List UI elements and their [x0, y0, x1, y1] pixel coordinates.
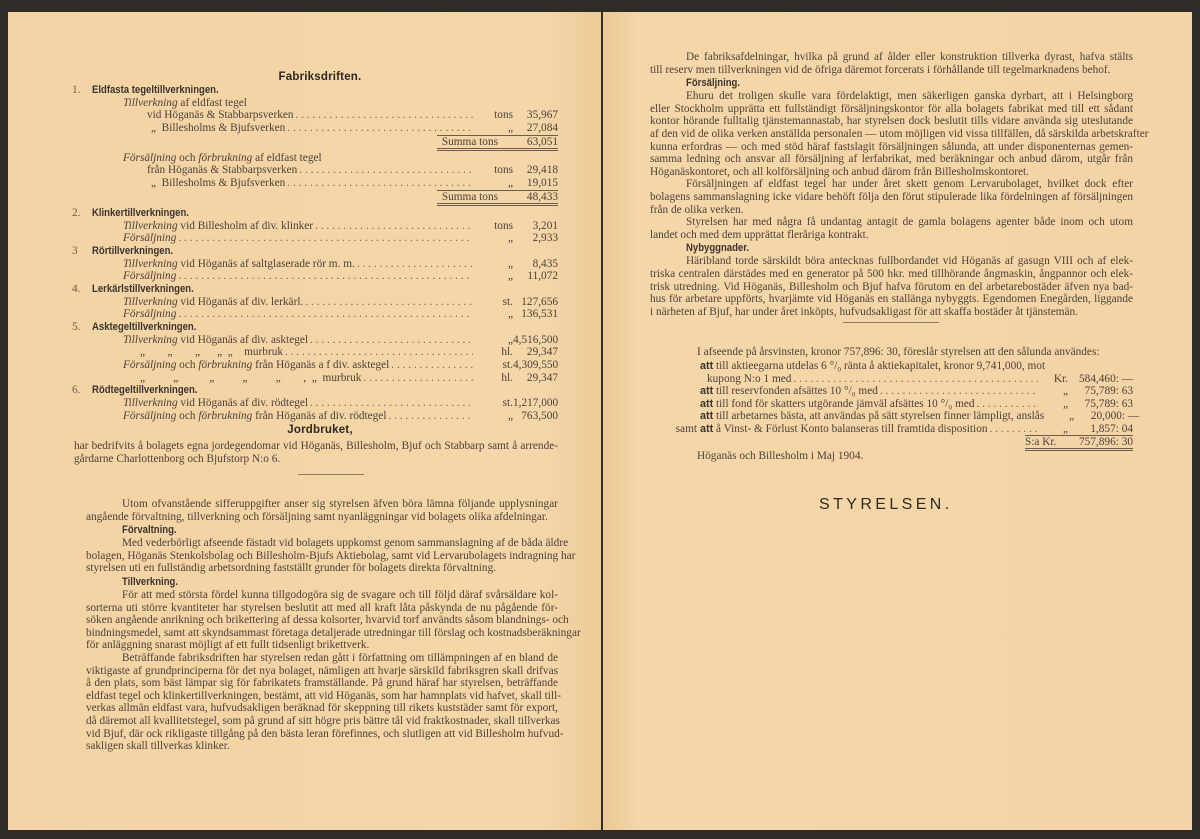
unit: „	[507, 308, 513, 321]
sum-row	[437, 190, 558, 206]
divider	[843, 322, 939, 323]
proposal-total	[670, 435, 1133, 448]
unit: „	[507, 177, 513, 190]
text-line: hus för arbetare uppförts, hvarjämte vid Höganäs en stallänga nybyggts. Egendomen Enegården, liggande	[650, 293, 1133, 306]
production-table	[72, 84, 558, 423]
text-line: i närheten af Bjuf, har under året inköpts, hufvudsakligast för att skaffa bostäder åt tjänstemän.	[650, 305, 1078, 318]
jordbruket-text	[74, 440, 558, 465]
section-heading	[72, 245, 558, 258]
leader-dots	[878, 385, 1038, 398]
table-row	[72, 122, 558, 135]
leader-dots	[791, 373, 1038, 386]
leader-dots	[975, 398, 1038, 411]
row-label	[123, 397, 308, 410]
proposal-text: kupong N:o 1 med	[707, 372, 792, 385]
label-segment: förbrukning	[198, 359, 253, 372]
unit: st.	[502, 295, 513, 308]
subsection-heading-label: Tillverkning.	[122, 575, 178, 588]
sum-label: Summa tons	[441, 190, 498, 203]
table-row	[72, 152, 558, 165]
text-line: har bedrifvits å bolagets egna jordegendomar vid Höganäs, Billesholm, Bjuf och Stabbarp samt å arrende-	[74, 440, 558, 452]
label-segment: af eldfast tegel	[252, 151, 322, 164]
text-line: af den vid de olika verken anställda personalen — utom möjligen vid vissa tillfällen, då särskilda arbetskrafter	[650, 127, 1149, 140]
value: 2,933	[532, 232, 558, 245]
table-row	[72, 359, 558, 372]
label-segment: Tillverkning	[123, 397, 178, 410]
label-segment: Tillverkning	[123, 219, 178, 232]
row-label	[147, 164, 297, 177]
row-label	[151, 122, 285, 135]
subsection-heading	[86, 575, 558, 589]
unit: „	[507, 257, 513, 270]
sum-value: 63,051	[526, 135, 558, 148]
proposal-row	[670, 423, 1133, 436]
text-line: För att med största fördel kunna tillgodogöra sig de svagare och till följd däraf svårsäldare kol-	[122, 588, 558, 601]
signature-styrelsen: STYRELSEN.	[819, 496, 953, 513]
subsection-heading-label: Nybyggnader.	[686, 242, 750, 255]
subsection-heading	[650, 241, 1133, 255]
text-line: landet och med dem upprättat fleråriga kontrakt.	[650, 228, 869, 241]
text-line: å den plats, som bäst lämpar sig för fabrikatets framställande. På grund häraf har styrelsen, beträffande	[86, 677, 558, 690]
row-label	[123, 152, 322, 165]
text-line: styrelsen uti en fullständig arbetsordning fastställt grunder för bolagets direkta förvaltning.	[86, 562, 497, 575]
unit: „	[507, 409, 513, 422]
proposal-text: till reservfonden afsättes 10 °/₀ med	[713, 385, 878, 397]
label-segment: och	[176, 409, 199, 422]
leader-dots	[285, 177, 473, 190]
section-number: 6.	[72, 384, 81, 397]
text-line: Ehuru det troligen skulle vara fördelaktigt, men säkerligen ganska dyrbart, att i Helsingborg	[686, 90, 1133, 103]
value: 29,347	[526, 346, 558, 359]
section-heading-label: Klinkertillverkningen.	[92, 206, 189, 219]
leader-dots	[294, 109, 473, 122]
text-line: söken angående anrikning och brikettering af dessa kolsorter, hvarvid torf användts såsom blandnings- och	[86, 614, 569, 627]
value: 1,217,000	[513, 397, 559, 410]
unit: „	[507, 232, 513, 245]
unit: „	[1069, 410, 1075, 422]
text-line: Styrelsen har med några få undantag antagit de gamla bolagens agenter både inom och utom	[686, 216, 1133, 229]
text-line: vid Bjuf, där ock rikligaste tillgång på den bästa leran förefinnes, och slutligen att vid Billesholm hufvud-	[86, 727, 564, 740]
leader-dots	[389, 359, 473, 372]
leader-dots	[297, 164, 473, 177]
label-segment: från Höganäs a f div. asktegel	[252, 359, 390, 372]
label-segment: „ „ „ „ „ , „ murbruk	[123, 371, 362, 384]
label-segment: Tillverkning	[123, 333, 178, 346]
value: 136,531	[521, 308, 558, 321]
row-label	[123, 220, 313, 233]
table-row	[72, 346, 558, 359]
label-segment: Försäljning	[123, 308, 177, 321]
text-line: samma ledning och ansvar all försäljning af lerfabrikat, med beräkningar och anbud därom, utgår från	[650, 153, 1133, 166]
table-row	[72, 410, 558, 423]
sum-value: 48,433	[526, 190, 558, 203]
table-row	[72, 308, 558, 321]
leader-dots	[283, 346, 473, 359]
sum-label: Summa tons	[441, 135, 498, 148]
leader-dots	[313, 220, 473, 233]
label-segment: af eldfast tegel	[177, 96, 247, 109]
text-line: trisk utredning. Vid Höganäs, Billesholm och Bjuf hafva förutom en del arbetarebostäder äfven nya bad-	[650, 280, 1133, 293]
value: 11,072	[527, 270, 558, 283]
label-segment: Försäljning	[123, 409, 177, 422]
table-row	[72, 372, 558, 385]
label-segment: och	[176, 151, 199, 164]
label-segment: Tillverkning	[123, 257, 178, 270]
unit: hl.	[501, 346, 513, 359]
value: 35,967	[526, 109, 558, 122]
section-heading-label: Lerkärlstillverkningen.	[92, 282, 194, 295]
section-heading	[72, 321, 558, 334]
value: 1,857: 04	[1090, 422, 1133, 435]
unit: tons	[494, 109, 513, 122]
unit: „	[1062, 422, 1068, 435]
profit-proposal	[670, 346, 1140, 462]
unit: „	[507, 122, 513, 135]
proposal-row	[670, 373, 1133, 386]
table-row	[72, 164, 558, 177]
sum-row	[437, 135, 558, 151]
leader-dots	[176, 308, 473, 321]
value: 8,435	[532, 257, 558, 270]
table-row	[72, 97, 558, 110]
value: 3,201	[532, 219, 558, 232]
row-label	[123, 359, 389, 372]
section-heading	[72, 384, 558, 397]
table-row	[72, 258, 558, 271]
left-body-text	[86, 498, 581, 753]
table-row	[72, 109, 558, 122]
section-number: 2.	[72, 206, 81, 219]
total-label: S:a Kr.	[1025, 436, 1057, 448]
proposal-intro: I afseende på årsvinsten, kronor 757,896: 30, föreslår styrelsen att den sålunda användes:	[697, 346, 1100, 358]
proposal-row	[670, 398, 1133, 411]
value: 4,309,550	[513, 359, 559, 372]
text-line: verkas allmän eldfast vara, hufvudsakligen beräknad för skeppning till rikets kuststäder samt för export,	[86, 702, 558, 715]
text-line: eldfast tegel och klinkertillverkningen, bestämt, att vid Höganäs, som har hamnplats vid hafvet, skall till-	[86, 689, 561, 702]
subsection-heading-label: Försäljning.	[686, 77, 741, 90]
unit: „	[507, 333, 513, 346]
value: 29,418	[526, 164, 558, 177]
text-line: Försäljningen af eldfast tegel har under året skett genom Lervarubolaget, hvilket dock efter	[686, 178, 1133, 191]
text-line: sakligen skall tillverkas klinker.	[86, 740, 230, 753]
proposal-att: att	[700, 385, 714, 397]
value: 75,789: 63	[1084, 397, 1133, 410]
label-segment: vid Höganäs af div. lerkärl.	[177, 295, 304, 308]
text-line: då däremot all kvallitetstegel, som på grund af sitt högre pris bättre tål vid fraktkostnader, skall tillverkas	[86, 714, 560, 727]
label-segment: från Höganäs & Stabbarpsverken	[147, 164, 298, 177]
section-heading	[72, 283, 558, 296]
unit: „	[507, 270, 513, 283]
label-segment: vid Höganäs af div. asktegel	[177, 333, 309, 346]
unit: st.	[502, 397, 513, 410]
value: 27,084	[526, 122, 558, 135]
label-segment: „ Billesholms & Bjufsverken	[151, 177, 286, 190]
text-line: kontor hörande fulltalig tjänstemannastab, har styrelsen dock beslutit tills vidare använda sig uteslutande	[650, 115, 1133, 128]
unit: „	[1062, 385, 1068, 397]
leader-dots	[308, 334, 473, 347]
label-segment: Tillverkning	[123, 295, 178, 308]
unit: st.	[502, 359, 513, 372]
table-row	[72, 220, 558, 233]
section-heading-label: Rörtillverkningen.	[92, 244, 174, 257]
value: 29,347	[526, 371, 558, 384]
row-label	[123, 372, 361, 385]
proposal-prefix: samt	[675, 422, 697, 435]
section-number: 4.	[72, 282, 81, 295]
unit: Kr.	[1053, 372, 1068, 385]
proposal-row	[670, 385, 1133, 398]
label-segment: „ Billesholms & Bjufsverken	[151, 122, 286, 135]
text-line: angående förvaltning, tillverkning och försäljning samt nyanläggningar vid bolagets olika afdelningar.	[86, 510, 548, 523]
leader-dots	[303, 296, 473, 309]
text-line: viktigaste af grundprinciperna för det nya bolaget, nämligen att hvarje särskild fabriksgren skall drifvas	[86, 664, 558, 677]
leader-dots	[176, 270, 473, 283]
text-line: bindningsmedel, samt att skyndsammast företaga detaljerade utredningar till förslag och kostnadsberäkningar	[86, 626, 581, 639]
leader-dots	[285, 122, 473, 135]
unit: tons	[494, 219, 513, 232]
row-label	[123, 258, 355, 271]
text-line: Höganäskontoret, och all kolförsäljning och anbud därom från Billesholmskontoret.	[650, 165, 1029, 178]
value: 127,656	[521, 295, 558, 308]
proposal-row	[670, 410, 1140, 423]
total-value: 757,896: 30	[1079, 436, 1133, 448]
value: 20,000: —	[1090, 410, 1140, 422]
row-label	[123, 232, 176, 245]
label-segment: Försäljning	[123, 151, 177, 164]
leader-dots	[355, 258, 473, 271]
leader-dots	[176, 232, 473, 245]
section-number: 1.	[72, 84, 81, 96]
section-heading	[72, 207, 558, 220]
row-label	[123, 334, 308, 347]
label-segment: Tillverkning	[123, 96, 178, 109]
text-line: Med vederbörligt afseende fästadt vid bolagets uppkomst genom sammanslagning af de båda äldre	[122, 537, 569, 550]
label-segment: förbrukning	[198, 409, 253, 422]
row-label	[123, 296, 303, 309]
proposal-att: att	[700, 397, 714, 410]
text-line: för anläggning snarast möjligt af ett fullt tidsenligt brikettverk.	[86, 639, 370, 652]
value: 75,789: 63	[1084, 385, 1133, 397]
subsection-heading	[86, 523, 558, 537]
section-number: 3	[72, 244, 78, 257]
proposal-text: till aktieegarna utdelas 6 °/₀ ränta å aktiekapitalet, kronor 9,741,000, mot	[713, 360, 1046, 372]
section-title-fabriksdriften: Fabriksdriften.	[278, 71, 362, 83]
label-segment: och	[176, 359, 199, 372]
label-segment: Försäljning	[123, 232, 177, 245]
right-body-text	[650, 51, 1149, 318]
place-date: Höganäs och Billesholm i Maj 1904.	[697, 449, 864, 462]
table-row	[72, 270, 558, 283]
unit: tons	[494, 164, 513, 177]
text-line: kunna erfordras — och med stöd häraf fastslagit försäljningen sålunda, att under disponenternas gemen-	[650, 140, 1133, 153]
section-heading-label: Eldfasta tegeltillverkningen.	[92, 84, 219, 96]
row-label	[123, 410, 386, 423]
text-line: till reserv men tillverkningen vid de öfriga däremot forcerats i förhållande till tegelmarknadens behof.	[650, 63, 1111, 76]
proposal-text: till fond för skatters utgörande jämväl afsättes 10 °/₀ med	[713, 397, 975, 410]
row-label	[123, 270, 176, 283]
table-row	[72, 334, 558, 347]
divider	[298, 474, 364, 475]
row-label	[123, 308, 176, 321]
proposal-text: å Vinst- & Förlust Konto balanseras till framtida disposition	[713, 422, 988, 435]
label-segment: „ „ „ „ „ murbruk	[123, 346, 283, 359]
section-heading-label: Rödtegeltillverkningen.	[92, 384, 198, 397]
total-box	[1025, 435, 1133, 451]
table-row	[72, 397, 558, 410]
proposal-att: att	[700, 360, 714, 372]
row-label	[151, 177, 285, 190]
proposal-att: att	[700, 422, 714, 435]
section-number: 5.	[72, 321, 81, 333]
section-heading-label: Asktegeltillverkningen.	[92, 321, 197, 333]
leader-dots	[386, 410, 473, 423]
text-line: De fabriksafdelningar, hvilka på grund af ålder eller konstruktion tillverka dyrast, hafva stälts	[686, 51, 1133, 63]
label-segment: förbrukning	[198, 151, 253, 164]
text-line: Beträffande fabriksdriften har styrelsen redan gått i författning om tillämpningen af en bland de	[122, 651, 558, 664]
label-segment: vid Höganäs af div. rödtegel	[177, 397, 309, 410]
proposal-text: till arbetarnes bästa, att användas på sätt styrelsen finner lämpligt, anslås	[713, 410, 1045, 422]
unit: „	[1062, 397, 1068, 410]
unit: hl.	[501, 371, 513, 384]
spacer	[670, 435, 1025, 448]
proposal-prefix	[670, 385, 700, 398]
proposal-prefix	[670, 360, 700, 373]
table-row	[72, 232, 558, 245]
subsection-heading	[650, 76, 1133, 90]
value: 4,516,500	[513, 333, 559, 346]
label-segment: vid Höganäs & Stabbarpsverken	[147, 109, 294, 122]
section-heading	[72, 84, 558, 97]
table-row	[72, 177, 558, 190]
label-segment: Försäljning	[123, 270, 177, 283]
table-row	[72, 296, 558, 309]
proposal-prefix	[670, 410, 700, 423]
section-title-jordbruket: Jordbruket,	[287, 424, 353, 436]
value: 763,500	[521, 409, 558, 422]
text-line: Häribland torde särskildt böra antecknas fullbordandet vid Höganäs af gasugn VIII och af elek-	[686, 255, 1133, 268]
value: 584,460: —	[1079, 372, 1133, 385]
text-line: bolagens sammanslagning icke vidare behöft följa den förut stipulerade lika fördelningen af försäljningen	[650, 190, 1133, 203]
row-label	[123, 97, 247, 110]
text-line: sorterna uti större kvantiteter har styrelsen beslutit att med all kraft låta påskynda de nu pågående för-	[86, 601, 558, 614]
text-line: bolagen, Höganäs Stenkolsbolag och Billesholm-Bjufs Aktiebolag, samt vid Lervarubolagets indragning har	[86, 549, 576, 562]
label-segment: Försäljning	[123, 359, 177, 372]
text-line: gårdarne Charlottenborg och Bjufstorp N:o 6.	[74, 452, 281, 465]
leader-dots	[308, 397, 473, 410]
label-segment: från Höganäs af div. rödtegel	[252, 409, 387, 422]
row-label	[123, 346, 283, 359]
row-label	[147, 109, 294, 122]
label-segment: vid Höganäs af saltglaserade rör m. m.	[177, 257, 355, 270]
leader-dots	[361, 372, 473, 385]
leader-dots	[988, 423, 1039, 436]
proposal-prefix	[670, 398, 700, 411]
value: 19,015	[526, 177, 558, 190]
text-line: eller Stockholm upprätta ett fullständigt försäljningskontor för alla bolagets fabrikat med till ett sådant	[650, 102, 1133, 115]
proposal-row	[670, 360, 1133, 373]
subsection-heading-label: Förvaltning.	[122, 524, 177, 537]
label-segment: vid Billesholm af div. klinker	[177, 219, 314, 232]
text-line: från de olika verken.	[650, 203, 744, 216]
proposal-att: att	[700, 410, 714, 422]
text-line: triska centralen därstädes med en generator på 500 hkr. med tillhörande ångmaskin, ångpannor och elek-	[650, 267, 1133, 280]
text-line: Utom ofvanstående sifferuppgifter anser sig styrelsen äfven böra lämna följande upplysningar	[122, 498, 558, 510]
